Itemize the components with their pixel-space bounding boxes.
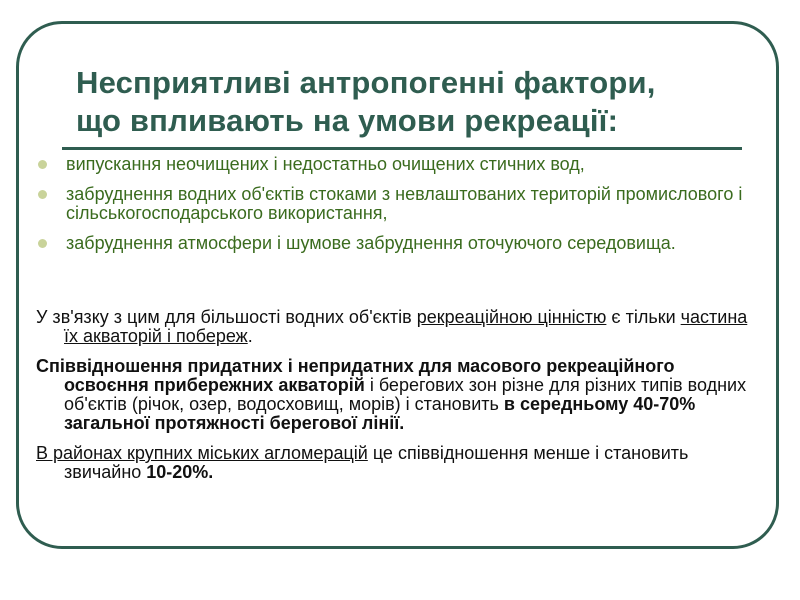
p1-text-a: У зв'язку з цим для більшості водних об'єктів: [36, 307, 417, 327]
bullet-item: [38, 234, 758, 253]
p3-underlined-lead: В районах крупних міських агломерацій: [36, 443, 368, 463]
bullet-item: [38, 185, 758, 223]
slide-title: [76, 64, 776, 140]
bullet-list: [38, 155, 758, 264]
p1-underlined-value: рекреаційною цінністю: [416, 307, 607, 327]
p1-text-e: .: [247, 326, 253, 346]
bullet-dot-icon: [38, 239, 47, 248]
title-line-1: Несприятливі антропогенні фактори,: [76, 65, 656, 100]
paragraph-agglomerations: [36, 444, 761, 482]
bullet-text: забруднення водних об'єктів стоками з невлаштованих територій промислового і сільськогосподарського використання,: [66, 184, 743, 223]
p1-text-c: є тільки: [606, 307, 681, 327]
bullet-text: випускання неочищених і недостатньо очищених стичних вод,: [66, 154, 585, 174]
bullet-text: забруднення атмосфери і шумове забруднення оточуючого середовища.: [66, 233, 676, 253]
p1-underlined-part: частина їх акваторій і побереж: [64, 307, 748, 346]
bullet-dot-icon: [38, 190, 47, 199]
paragraph-recreational-value: [36, 308, 761, 346]
p2-bold-value: в середньому 40-70% загальної протяжності берегової лінії.: [64, 394, 696, 433]
bullet-item: [38, 155, 758, 174]
body-text: [36, 308, 761, 493]
p2-text: і берегових зон різне для різних типів водних об'єктів (річок, озер, водосховищ, морів) і становить: [64, 375, 747, 414]
title-line-2: що впливають на умови рекреації:: [76, 103, 619, 138]
title-underline: [62, 147, 742, 150]
p2-bold-lead: Співвідношення придатних і непридатних для масового рекреаційного освоєння прибережних акваторій: [36, 356, 675, 395]
p3-text: це співвідношення менше і становить звичайно: [64, 443, 689, 482]
paragraph-ratio: [36, 357, 761, 433]
p3-bold-value: 10-20%.: [146, 462, 214, 482]
bullet-dot-icon: [38, 160, 47, 169]
